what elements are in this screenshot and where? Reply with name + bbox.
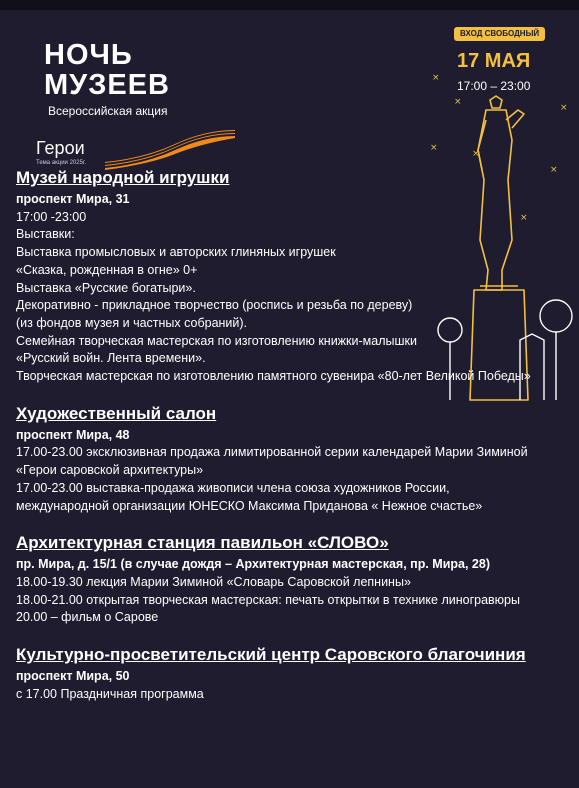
- program-line: Выставка промысловых и авторских глиняных игрушек: [16, 245, 336, 260]
- program-line: 18.00-19.30 лекция Марии Зиминой «Словарь Саровской лепнины»: [16, 574, 411, 589]
- svg-text:×: ×: [550, 165, 558, 175]
- venue-section: [16, 166, 536, 386]
- program-line: 18.00-21.00 открытая творческая мастерская: печать открытки в технике линогравюры: [16, 592, 520, 607]
- svg-text:×: ×: [430, 143, 438, 153]
- venue-section: [16, 531, 536, 627]
- program-line: (из фондов музея и частных собраний).: [16, 315, 248, 330]
- svg-text:×: ×: [454, 97, 462, 107]
- logo-title-line2: МУЗЕЕВ: [44, 69, 170, 101]
- svg-text:×: ×: [432, 73, 440, 83]
- program-line: 17.00-23.00 выставка-продажа живописи члена союза художников России, международной организации ЮНЕСКО Максима Приданова « Нежное счастье»: [16, 480, 483, 513]
- program-line: Выставка «Русские богатыри».: [16, 280, 196, 295]
- free-entry-badge: ВХОД СВОБОДНЫЙ: [454, 27, 545, 41]
- logo-title-line1: НОЧЬ: [44, 39, 133, 71]
- event-time: 17:00 – 23:00: [457, 79, 531, 93]
- venue-section: [16, 402, 536, 516]
- program-line: Декоративно - прикладное творчество (роспись и резьба по дереву): [16, 298, 413, 313]
- top-strip: [0, 0, 579, 10]
- program-list: [16, 166, 536, 719]
- svg-text:×: ×: [520, 213, 528, 223]
- program-line: Творческая мастерская по изготовлению памятного сувенира «80-лет Великой Победы»: [16, 369, 531, 384]
- theme-title: Герои: [36, 138, 85, 158]
- st-george-ribbon-icon: [105, 128, 235, 168]
- program-line: 17:00 -23:00: [16, 209, 87, 224]
- venue-address: проспект Мира, 50: [16, 669, 130, 684]
- program-line: с 17.00 Праздничная программа: [16, 686, 204, 701]
- venue-address: пр. Мира, д. 15/1 (в случае дождя – Архитектурная мастерская, пр. Мира, 28): [16, 557, 490, 572]
- logo-subtitle: Всероссийская акция: [48, 104, 168, 118]
- program-line: 20.00 – фильм о Сарове: [16, 610, 159, 625]
- program-line: «Русский войн. Лента времени».: [16, 351, 206, 366]
- venue-address: проспект Мира, 31: [16, 192, 130, 206]
- svg-text:×: ×: [472, 149, 480, 159]
- venue-title: Архитектурная станция павильон «СЛОВО»: [16, 533, 389, 553]
- event-date: 17 МАЯ: [457, 50, 531, 72]
- venue-title: Художественный салон: [16, 403, 217, 423]
- venue-address: проспект Мира, 48: [16, 427, 130, 442]
- svg-text:×: ×: [560, 103, 568, 113]
- program-line: 17.00-23.00 эксклюзивная продажа лимитированной серии календарей Марии Зиминой «Герои саровской архитектуры»: [16, 445, 528, 478]
- program-line: Выставки:: [16, 227, 75, 242]
- venue-section: [16, 643, 536, 703]
- venue-title: Музей народной игрушки: [16, 168, 230, 187]
- venue-title: Культурно-просветительский центр Саровского благочиния: [16, 645, 526, 665]
- theme-subtitle: Тема акции 2025г.: [36, 160, 87, 166]
- program-line: Семейная творческая мастерская по изготовлению книжки-малышки: [16, 333, 417, 348]
- program-line: «Сказка, рожденная в огне» 0+: [16, 262, 198, 277]
